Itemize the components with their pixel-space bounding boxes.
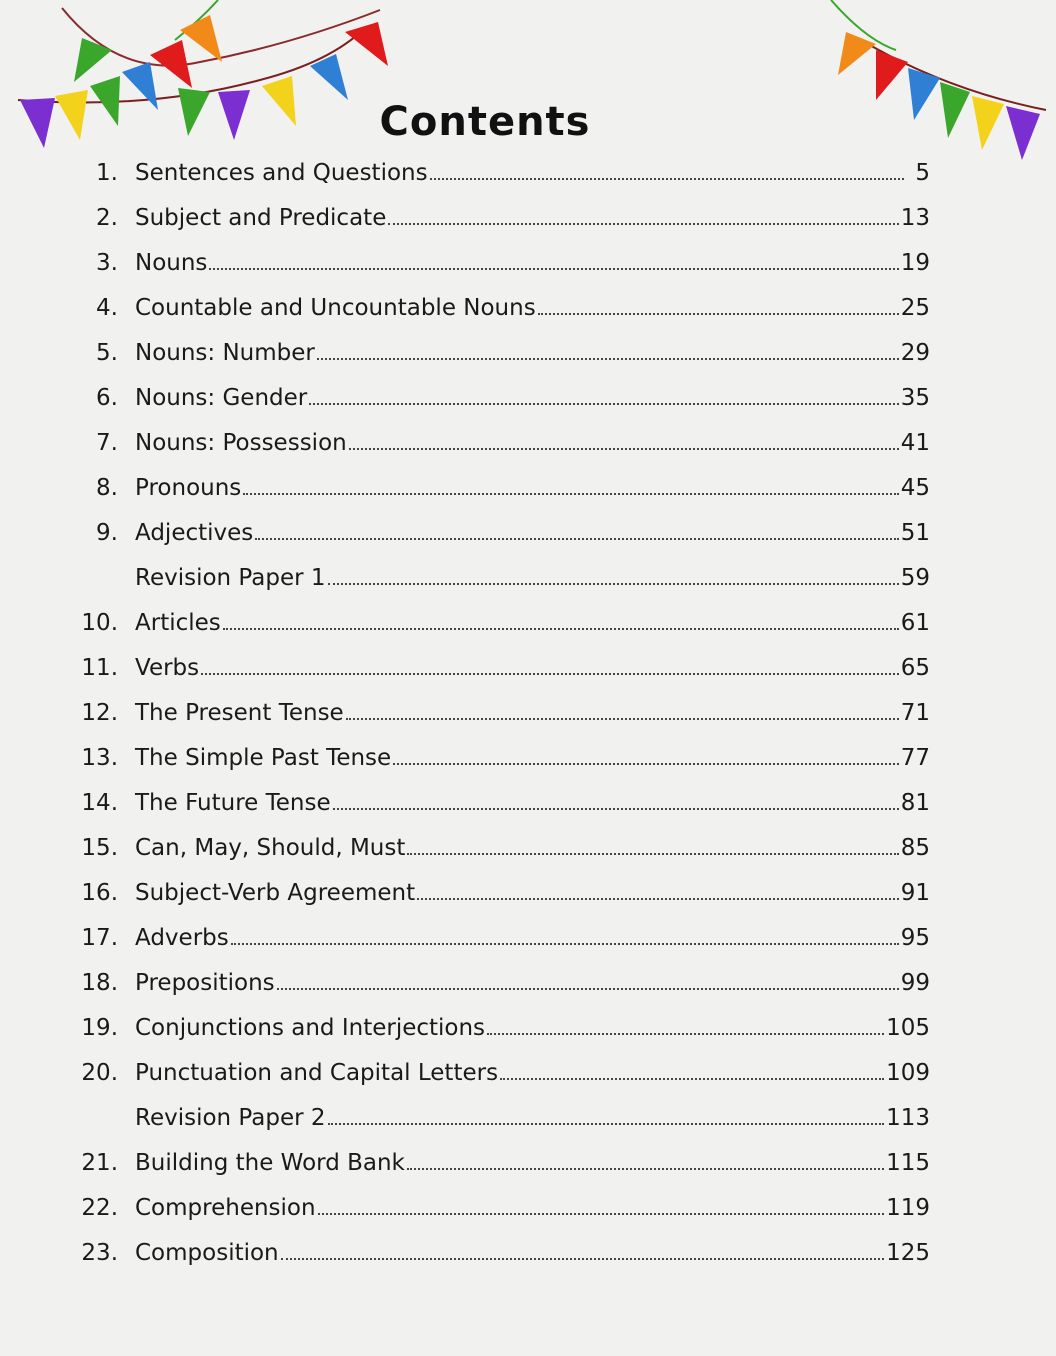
- flag-red: [876, 50, 908, 100]
- toc-entry-page: 51: [900, 520, 930, 546]
- toc-entry-title: Revision Paper 2: [135, 1105, 326, 1131]
- toc-entry-number: 8.: [96, 475, 118, 501]
- dot-leader: [333, 808, 899, 810]
- toc-entry-page: 5: [915, 160, 930, 186]
- toc-entry-title: Nouns: Gender: [135, 385, 308, 411]
- toc-entry[interactable]: [70, 421, 930, 466]
- page-title: Contents: [379, 98, 591, 145]
- toc-entry-page: 35: [900, 385, 930, 411]
- toc-entry[interactable]: [70, 241, 930, 286]
- toc-entry-page: 113: [886, 1105, 930, 1131]
- toc-entry-page: 95: [900, 925, 930, 951]
- dot-leader: [318, 1213, 885, 1215]
- toc-entry-title: Adverbs: [135, 925, 229, 951]
- toc-entry-title: Revision Paper 1: [135, 565, 326, 591]
- dot-leader: [328, 1123, 885, 1125]
- toc-entry-page: 77: [900, 745, 930, 771]
- toc-entry-page: 119: [886, 1195, 930, 1221]
- toc-entry[interactable]: [70, 1186, 930, 1231]
- toc-entry-title: Subject and Predicate: [135, 205, 387, 231]
- toc-entry[interactable]: [70, 196, 930, 241]
- toc-entry-page: 115: [886, 1150, 930, 1176]
- toc-entry-page: 25: [900, 295, 930, 321]
- flag-purple: [1006, 106, 1040, 160]
- toc-entry-number: 9.: [96, 520, 118, 546]
- toc-entry[interactable]: [70, 376, 930, 421]
- toc-entry-number: 11.: [81, 655, 118, 681]
- dot-leader: [407, 1168, 884, 1170]
- dot-leader: [393, 763, 899, 765]
- toc-entry-page: 45: [900, 475, 930, 501]
- toc-entry-title: Building the Word Bank: [135, 1150, 405, 1176]
- dot-leader: [223, 628, 899, 630]
- flag-orange: [180, 15, 222, 62]
- toc-entry-page: 125: [886, 1240, 930, 1266]
- toc-entry-number: 16.: [81, 880, 118, 906]
- toc-entry[interactable]: [70, 1096, 930, 1141]
- toc-entry[interactable]: [70, 466, 930, 511]
- toc-entry-number: 12.: [81, 700, 118, 726]
- table-of-contents: [70, 151, 930, 1276]
- toc-entry-number: 21.: [81, 1150, 118, 1176]
- toc-entry[interactable]: [70, 736, 930, 781]
- dot-leader: [328, 583, 899, 585]
- toc-entry-page: 71: [900, 700, 930, 726]
- flag-orange: [838, 32, 876, 75]
- toc-entry-page: 59: [900, 565, 930, 591]
- toc-entry-title: Nouns: Possession: [135, 430, 347, 456]
- toc-entry-number: 15.: [81, 835, 118, 861]
- toc-entry-title: Adjectives: [135, 520, 254, 546]
- toc-entry-title: Comprehension: [135, 1195, 316, 1221]
- toc-entry-title: Conjunctions and Interjections: [135, 1015, 486, 1041]
- toc-entry[interactable]: [70, 511, 930, 556]
- dot-leader: [407, 853, 898, 855]
- toc-entry-title: Verbs: [135, 655, 200, 681]
- toc-entry-number: 2.: [96, 205, 118, 231]
- toc-entry-title: Countable and Uncountable Nouns: [135, 295, 536, 321]
- toc-entry-number: 4.: [96, 295, 118, 321]
- toc-entry-title: The Future Tense: [135, 790, 331, 816]
- toc-entry[interactable]: [70, 871, 930, 916]
- flag-green: [74, 38, 112, 82]
- dot-leader: [231, 943, 899, 945]
- toc-entry[interactable]: [70, 331, 930, 376]
- toc-entry[interactable]: [70, 781, 930, 826]
- toc-entry-title: Can, May, Should, Must: [135, 835, 406, 861]
- toc-entry-page: 65: [900, 655, 930, 681]
- toc-entry[interactable]: [70, 1231, 930, 1276]
- toc-entry-number: 5.: [96, 340, 118, 366]
- dot-leader: [417, 898, 899, 900]
- toc-entry-number: 10.: [81, 610, 118, 636]
- toc-entry-number: 3.: [96, 250, 118, 276]
- dot-leader: [309, 403, 898, 405]
- toc-entry-title: Composition: [135, 1240, 279, 1266]
- toc-entry-page: 85: [900, 835, 930, 861]
- toc-entry-title: Prepositions: [135, 970, 275, 996]
- toc-entry-number: 17.: [81, 925, 118, 951]
- toc-entry-title: The Present Tense: [135, 700, 344, 726]
- toc-entry[interactable]: [70, 691, 930, 736]
- toc-entry-title: Subject-Verb Agreement: [135, 880, 416, 906]
- toc-entry-title: Nouns: [135, 250, 208, 276]
- dot-leader: [281, 1258, 884, 1260]
- dot-leader: [346, 718, 899, 720]
- toc-entry-title: Nouns: Number: [135, 340, 315, 366]
- dot-leader: [388, 223, 898, 225]
- dot-leader: [487, 1033, 884, 1035]
- toc-entry-number: 19.: [81, 1015, 118, 1041]
- toc-entry[interactable]: [70, 286, 930, 331]
- toc-entry-number: 18.: [81, 970, 118, 996]
- dot-leader: [430, 178, 904, 180]
- dot-leader: [538, 313, 899, 315]
- dot-leader: [500, 1078, 884, 1080]
- dot-leader: [209, 268, 898, 270]
- toc-entry-number: 6.: [96, 385, 118, 411]
- toc-entry-page: 13: [900, 205, 930, 231]
- toc-entry-page: 29: [900, 340, 930, 366]
- dot-leader: [243, 493, 898, 495]
- toc-entry-number: 7.: [96, 430, 118, 456]
- toc-entry-page: 19: [900, 250, 930, 276]
- toc-entry-page: 99: [900, 970, 930, 996]
- toc-entry[interactable]: [70, 1006, 930, 1051]
- toc-entry-number: 14.: [81, 790, 118, 816]
- toc-entry[interactable]: [70, 1141, 930, 1186]
- dot-leader: [201, 673, 899, 675]
- dot-leader: [255, 538, 898, 540]
- toc-entry-title: The Simple Past Tense: [135, 745, 392, 771]
- toc-entry-title: Pronouns: [135, 475, 242, 501]
- toc-entry-page: 81: [900, 790, 930, 816]
- toc-entry[interactable]: [70, 601, 930, 646]
- toc-entry-number: 22.: [81, 1195, 118, 1221]
- dot-leader: [349, 448, 899, 450]
- toc-entry-number: 20.: [81, 1060, 118, 1086]
- dot-leader: [317, 358, 899, 360]
- toc-entry-page: 61: [900, 610, 930, 636]
- toc-entry-page: 105: [886, 1015, 930, 1041]
- toc-entry[interactable]: [70, 151, 930, 196]
- toc-entry[interactable]: [70, 916, 930, 961]
- toc-entry-title: Sentences and Questions: [135, 160, 428, 186]
- toc-entry[interactable]: [70, 1051, 930, 1096]
- toc-entry-title: Articles: [135, 610, 221, 636]
- toc-entry[interactable]: [70, 826, 930, 871]
- toc-entry-number: 13.: [81, 745, 118, 771]
- dot-leader: [277, 988, 899, 990]
- toc-entry-page: 41: [900, 430, 930, 456]
- flag-yellow: [972, 96, 1004, 150]
- toc-entry-number: 23.: [81, 1240, 118, 1266]
- toc-entry-number: 1.: [96, 160, 118, 186]
- toc-entry-page: 91: [900, 880, 930, 906]
- toc-entry[interactable]: [70, 646, 930, 691]
- flag-red: [345, 22, 388, 66]
- toc-entry[interactable]: [70, 961, 930, 1006]
- toc-entry-title: Punctuation and Capital Letters: [135, 1060, 499, 1086]
- toc-entry[interactable]: [70, 556, 930, 601]
- toc-entry-page: 109: [886, 1060, 930, 1086]
